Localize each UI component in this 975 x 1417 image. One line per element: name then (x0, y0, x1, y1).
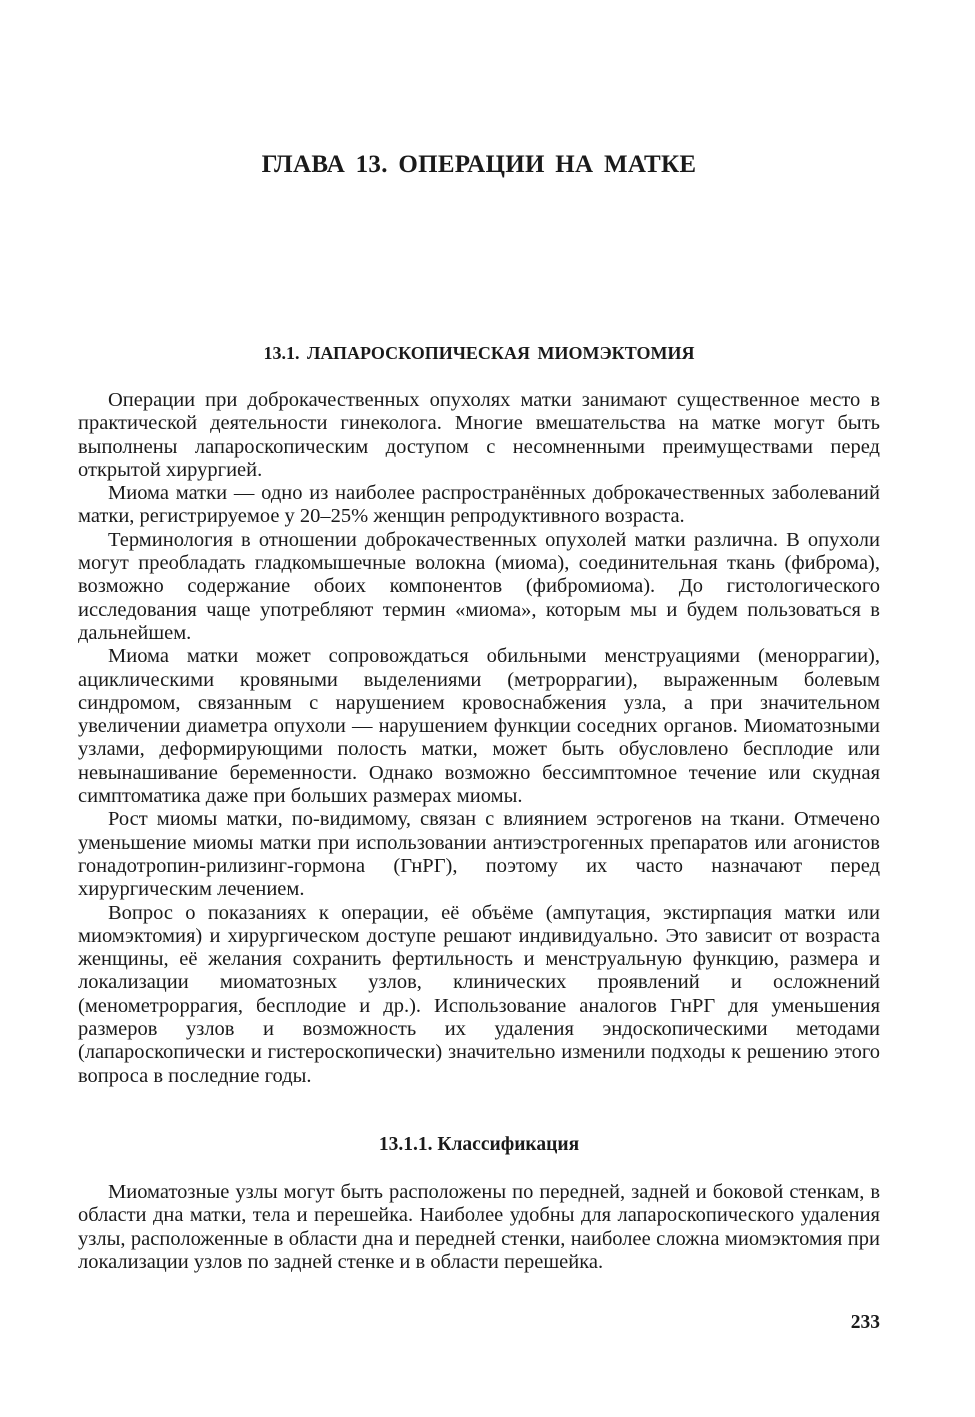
page-number: 233 (850, 1312, 880, 1333)
paragraph: Терминология в отношении доброкачественных опухолей матки различна. В опухоли могут преобладать гладкомышечные волокна (миома), соединительная ткань (фиброма), возможно содержание обоих компонентов (фибромиома). До гистологического исследования чаще употребляют термин «миома», которым мы и будем пользоваться в дальнейшем. (78, 528, 880, 644)
subsection-title: 13.1.1. Классификация (378, 1134, 580, 1155)
paragraph: Миоматозные узлы могут быть расположены по передней, задней и боковой стенкам, в области дна матки, тела и перешейка. Наиболее удобны для лапароскопического удаления узлы, расположенные в области дна и передней стенки, наиболее сложна миомэктомия при локализации узлов по задней стенке и в области перешейка. (78, 1181, 880, 1273)
paragraph: Миома матки — одно из наиболее распространённых доброкачественных заболеваний матки, регистрируемое у 20–25% женщин репродуктивного возраста. (78, 482, 880, 528)
paragraph: Операции при доброкачественных опухолях матки занимают существенное место в практической деятельности гинеколога. Многие вмешательства на матке могут быть выполнены лапароскопическим доступом с несомненными преимуществами перед открытой хирургией. (78, 389, 880, 481)
paragraph: Вопрос о показаниях к операции, её объёме (ампутация, экстирпация матки или миомэктомия) и хирургическом доступе решают индивидуально. Это зависит от возраста женщины, её желания сохранить фертильность и менструальную функцию, размера и локализации миоматозных узлов, клинических проявлений и осложнений (менометроррагия, бесплодие и др.). Использование аналогов ГнРГ для уменьшения размеров узлов и возможность их удаления эндоскопическими методами (лапароскопически и гистероскопически) значительно изменили подходы к решению этого вопроса в последние годы. (78, 901, 880, 1087)
book-page (78, 0, 880, 1417)
section-title: 13.1. ЛАПАРОСКОПИЧЕСКАЯ МИОМЭКТОМИЯ (263, 343, 695, 363)
subsection-body (78, 1181, 880, 1274)
chapter-title: ГЛАВА 13. ОПЕРАЦИИ НА МАТКЕ (261, 151, 697, 178)
paragraph: Миома матки может сопровождаться обильными менструациями (меноррагии), ациклическими кровяными выделениями (метроррагии), выраженным болевым синдромом, связанным с нарушением кровоснабжения узла, а при значительном увеличении диаметра опухоли — нарушением функции соседних органов. Миоматозными узлами, деформирующими полость матки, может быть обусловлено бесплодие или невынашивание беременности. Однако возможно бессимптомное течение или скудная симптоматика даже при больших размерах миомы. (78, 645, 880, 808)
section-body (78, 389, 880, 1088)
paragraph: Рост миомы матки, по-видимому, связан с влиянием эстрогенов на ткани. Отмечено уменьшение миомы матки при использовании антиэстрогенных препаратов или агонистов гонадотропин-рилизинг-гормона (ГнРГ), поэтому их часто назначают перед хирургическим лечением. (78, 808, 880, 901)
